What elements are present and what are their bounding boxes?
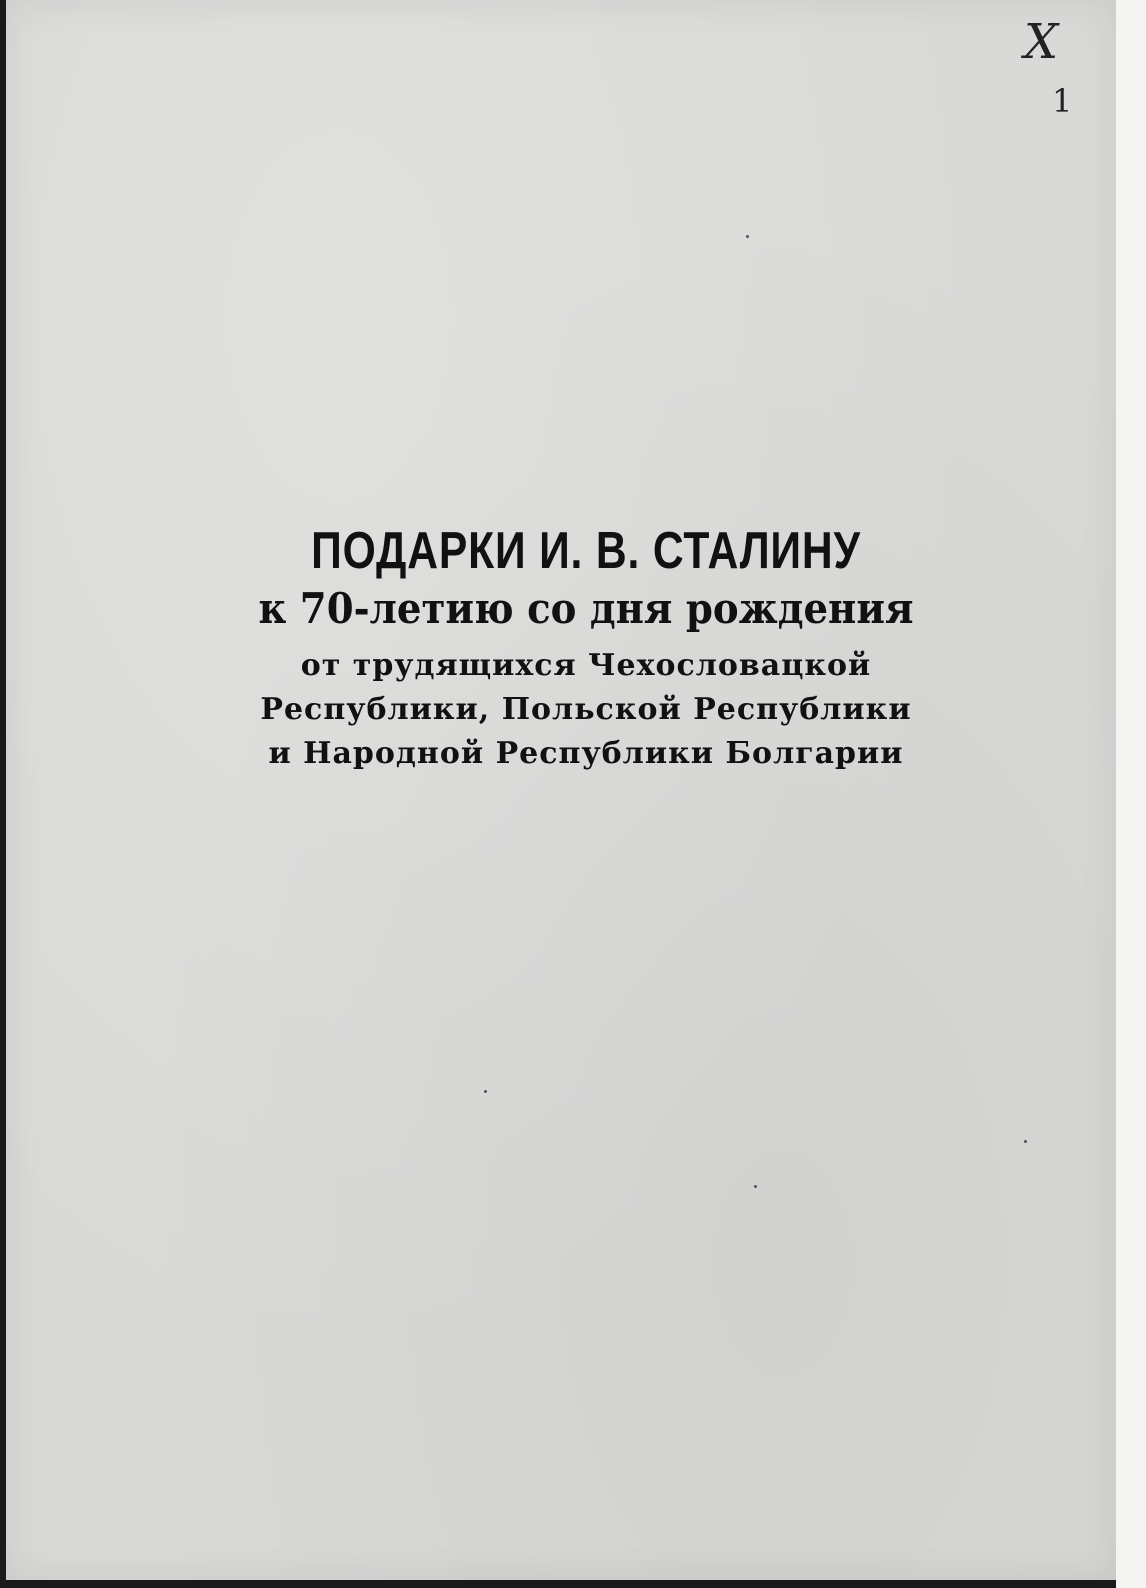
paper-speck <box>754 1185 757 1188</box>
title-block <box>166 520 1006 776</box>
paper-speck <box>484 1090 487 1093</box>
paper-speck <box>746 235 749 238</box>
document-line-1: от трудящихся Чехословацкой <box>300 648 872 683</box>
document-page <box>6 0 1116 1580</box>
document-line-2: Республики, Польской Республики <box>260 692 912 727</box>
paper-speck <box>1024 1140 1027 1143</box>
page-edge <box>1116 0 1146 1588</box>
document-subtitle: к 70-летию со дня рождения <box>258 584 914 633</box>
handwritten-mark: X <box>1024 14 1059 70</box>
document-line-3: и Народной Республики Болгарии <box>268 736 904 771</box>
document-title: ПОДАРКИ И. В. СТАЛИНУ <box>311 522 861 580</box>
handwritten-page-number: 1 <box>1052 82 1073 120</box>
